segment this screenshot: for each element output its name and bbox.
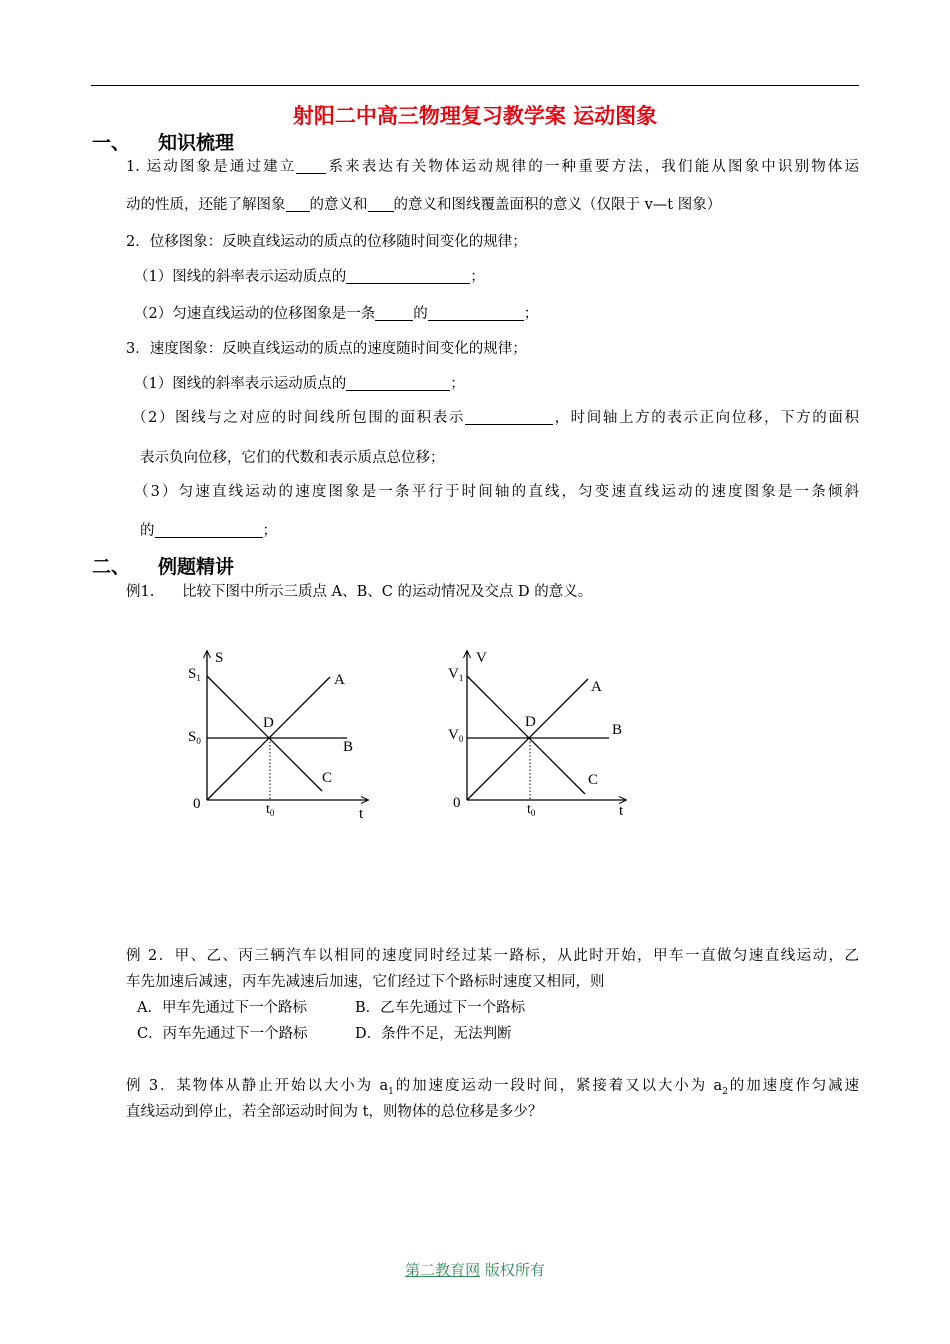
line-c bbox=[467, 676, 585, 794]
t-axis-label: t bbox=[619, 803, 624, 819]
para-1-line1: 1. 运动图象是通过建立 系来表达有关物体运动规律的一种重要方法，我们能从图象中识别物体运 bbox=[126, 159, 859, 175]
option-d: D．条件不足，无法判断 bbox=[355, 1026, 512, 1042]
t0-label: $t_0$ bbox=[527, 802, 536, 818]
line-c bbox=[207, 676, 322, 791]
footer bbox=[0, 1259, 950, 1280]
para-3: 3．速度图象：反映直线运动的质点的速度随时间变化的规律； bbox=[126, 341, 527, 357]
t-axis-label: t bbox=[359, 806, 364, 822]
example-2-line2: 车先加速后减速，丙车先减速后加速，它们经过下个路标时速度又相同，则 bbox=[126, 974, 605, 990]
para-3-3-line1: （3）匀速直线运动的速度图象是一条平行于时间轴的直线，匀变速直线运动的速度图象是一条倾斜 bbox=[134, 484, 859, 500]
option-b: B．乙车先通过下一个路标 bbox=[355, 1000, 526, 1016]
t0-label: $t_0$ bbox=[266, 802, 275, 818]
para-3-3-line2: 的 ； bbox=[140, 523, 277, 539]
s0-label: $S_0$ bbox=[188, 729, 201, 746]
line-c-label: C bbox=[322, 770, 333, 786]
footer-site-link[interactable]: 第二教育网 bbox=[405, 1261, 481, 1279]
origin-label: 0 bbox=[193, 796, 201, 812]
section2-number: 二、 bbox=[92, 556, 131, 578]
example-3-line1: 例 3．某物体从静止开始以大小为 $a_1$的加速度运动一段时间，紧接着又以大小为 $a_2$的加速度作匀减速 bbox=[126, 1078, 859, 1097]
example-3-line2: 直线运动到停止，若全部运动时间为 t，则物体的总位移是多少？ bbox=[126, 1104, 543, 1120]
line-c-label: C bbox=[588, 772, 599, 788]
v-t-graph bbox=[448, 650, 626, 819]
v1-label: $V_1$ bbox=[448, 666, 464, 683]
section1-number: 一、 bbox=[92, 132, 131, 154]
example-2-line1: 例 2．甲、乙、丙三辆汽车以相同的速度同时经过某一路标，从此时开始，甲车一直做匀速直线运动，乙 bbox=[126, 948, 859, 964]
para-2-2: （2）匀速直线运动的位移图象是一条 的 ； bbox=[134, 306, 539, 322]
s-axis-label: S bbox=[215, 650, 224, 666]
v-axis-label: V bbox=[476, 650, 487, 666]
page-title: 射阳二中高三物理复习教学案 运动图象 bbox=[292, 104, 658, 128]
s1-label: $S_1$ bbox=[188, 666, 201, 683]
example-1-text: 比较下图中所示三质点 A、B、C 的运动情况及交点 D 的意义。 bbox=[182, 584, 593, 600]
point-d-label: D bbox=[525, 714, 536, 730]
para-2: 2．位移图象：反映直线运动的质点的位移随时间变化的规律； bbox=[126, 234, 527, 250]
origin-label: 0 bbox=[453, 795, 461, 811]
section2-heading: 例题精讲 bbox=[158, 556, 235, 578]
para-2-1: （1）图线的斜率表示运动质点的 ； bbox=[134, 269, 485, 285]
line-a bbox=[467, 679, 588, 800]
para-3-2-line1: （2）图线与之对应的时间线所包围的面积表示 ，时间轴上方的表示正向位移，下方的面积 bbox=[132, 410, 859, 426]
option-a: A．甲车先通过下一个路标 bbox=[137, 1000, 307, 1016]
line-a-label: A bbox=[334, 672, 345, 688]
line-b-label: B bbox=[343, 739, 354, 755]
s-t-graph bbox=[188, 650, 368, 822]
line-a-label: A bbox=[591, 679, 602, 695]
footer-copyright: 版权所有 bbox=[484, 1261, 545, 1279]
point-d-label: D bbox=[263, 715, 274, 731]
para-3-2-line2: 表示负向位移，它们的代数和表示质点总位移； bbox=[140, 450, 445, 466]
section1-heading: 知识梳理 bbox=[158, 132, 235, 154]
para-1-line2: 动的性质，还能了解图象 的意义和 的意义和图线覆盖面积的意义（仅限于 v—t 图象） bbox=[126, 197, 722, 213]
option-c: C．丙车先通过下一个路标 bbox=[137, 1026, 308, 1042]
example-1-label: 例1. bbox=[126, 584, 155, 600]
para-3-1: （1）图线的斜率表示运动质点的 ； bbox=[134, 376, 465, 392]
v0-label: $V_0$ bbox=[448, 727, 464, 744]
line-b-label: B bbox=[612, 722, 623, 738]
